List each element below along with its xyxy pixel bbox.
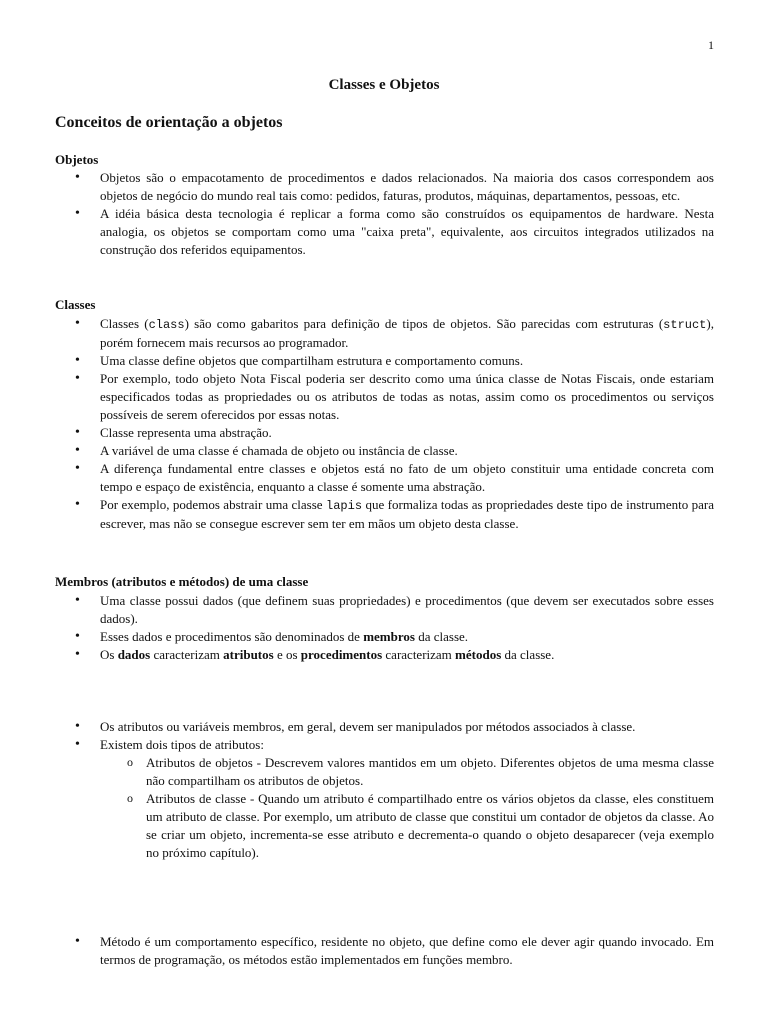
sub-list-item: o Atributos de objetos - Descrevem valores mantidos em um objeto. Diferentes objetos de uma mesma classe não compartilham os atributos de objetos.: [100, 754, 714, 790]
page-number: 1: [708, 38, 714, 52]
list-item: • A diferença fundamental entre classes e objetos está no fato de um objeto constituir uma entidade concreta com tempo e espaço de existência, enquanto a classe é somente uma abstração.: [55, 460, 714, 496]
list-item: • A variável de uma classe é chamada de objeto ou instância de classe.: [55, 442, 714, 460]
text-span: Existem dois tipos de atributos:: [100, 737, 264, 752]
list-item: • Classe representa uma abstração.: [55, 424, 714, 442]
list-item: [55, 646, 714, 664]
list-item: • Por exemplo, todo objeto Nota Fiscal poderia ser descrito como uma única classe de Notas Fiscais, onde estariam especificados todas as propriedades ou os atributos de todas as notas, assim como os procedimentos ou serviços possíveis de serem oferecidos por essas notas.: [55, 370, 714, 424]
list-item: • Uma classe possui dados (que definem suas propriedades) e procedimentos (que devem ser executados sobre esses dados).: [55, 592, 714, 628]
text-span: Por exemplo, podemos abstrair uma classe: [100, 497, 327, 512]
text-span: da classe.: [501, 647, 555, 662]
text-span: caracterizam: [150, 647, 224, 662]
bold-term: métodos: [455, 647, 502, 662]
list-item: • Objetos são o empacotamento de procedimentos e dados relacionados. Na maioria dos casos correspondem aos objetos de negócio do mundo real tais como: pedidos, faturas, produtos, máquinas, departamentos, pessoas, etc.: [55, 169, 714, 205]
text-span: Esses dados e procedimentos são denominados de: [100, 629, 364, 644]
atributos-list: [55, 718, 714, 862]
bold-term: atributos: [223, 647, 274, 662]
text-span: Os: [100, 647, 118, 662]
objetos-list: [55, 169, 714, 259]
code-class: class: [148, 318, 185, 332]
metodo-list: [55, 933, 714, 969]
text-span: ), porém fornecem mais recursos ao programador.: [100, 316, 714, 350]
classes-heading: Classes: [55, 297, 96, 312]
list-item: [55, 628, 714, 646]
sub-list-item: o Atributos de classe - Quando um atributo é compartilhado entre os vários objetos da classe, eles constituem um atributo de classe. Por exemplo, um atributo de classe que constitui um contador de objetos da classe. Ao se criar um objeto, incrementa-se esse atributo e decrementa-o quando o objeto desaparecer (veja exemplo no próximo capítulo).: [100, 790, 714, 862]
list-item: [55, 315, 714, 352]
bold-term: procedimentos: [300, 647, 383, 662]
text-span: da classe.: [414, 629, 469, 644]
list-item: • Método é um comportamento específico, residente no objeto, que define como ele dever agir quando invocado. Em termos de programação, os métodos estão implementados em funções membro.: [55, 933, 714, 969]
bold-term: dados: [117, 647, 151, 662]
bold-term: membros: [363, 629, 415, 644]
list-item: [55, 736, 714, 862]
list-item: • Uma classe define objetos que compartilham estrutura e comportamento comuns.: [55, 352, 714, 370]
text-span: e os: [273, 647, 301, 662]
atributos-sublist: [100, 754, 714, 862]
membros-list: [55, 592, 714, 664]
membros-heading: Membros (atributos e métodos) de uma classe: [55, 574, 309, 589]
list-item: [55, 496, 714, 533]
section-heading: Conceitos de orientação a objetos: [55, 114, 283, 131]
text-span: Classes (: [100, 316, 149, 331]
code-struct: struct: [663, 318, 707, 332]
code-lapis: lapis: [326, 499, 363, 513]
text-span: que formaliza todas as propriedades deste tipo de instrumento para escrever, mas não se consegue escrever sem ter em mãos um objeto desta classe.: [100, 497, 714, 531]
list-item: • Os atributos ou variáveis membros, em geral, devem ser manipulados por métodos associados à classe.: [55, 718, 714, 736]
document-title: Classes e Objetos: [328, 77, 440, 93]
objetos-heading: Objetos: [55, 152, 99, 167]
classes-list: [55, 315, 714, 533]
text-span: ) são como gabaritos para definição de tipos de objetos. São parecidas com estruturas (: [184, 316, 664, 331]
list-item: • A idéia básica desta tecnologia é replicar a forma como são construídos os equipamentos de hardware. Nesta analogia, os objetos se comportam como uma "caixa preta", equivalente, aos circuitos integrados utilizados na construção dos referidos equipamentos.: [55, 205, 714, 259]
text-span: caracterizam: [382, 647, 456, 662]
